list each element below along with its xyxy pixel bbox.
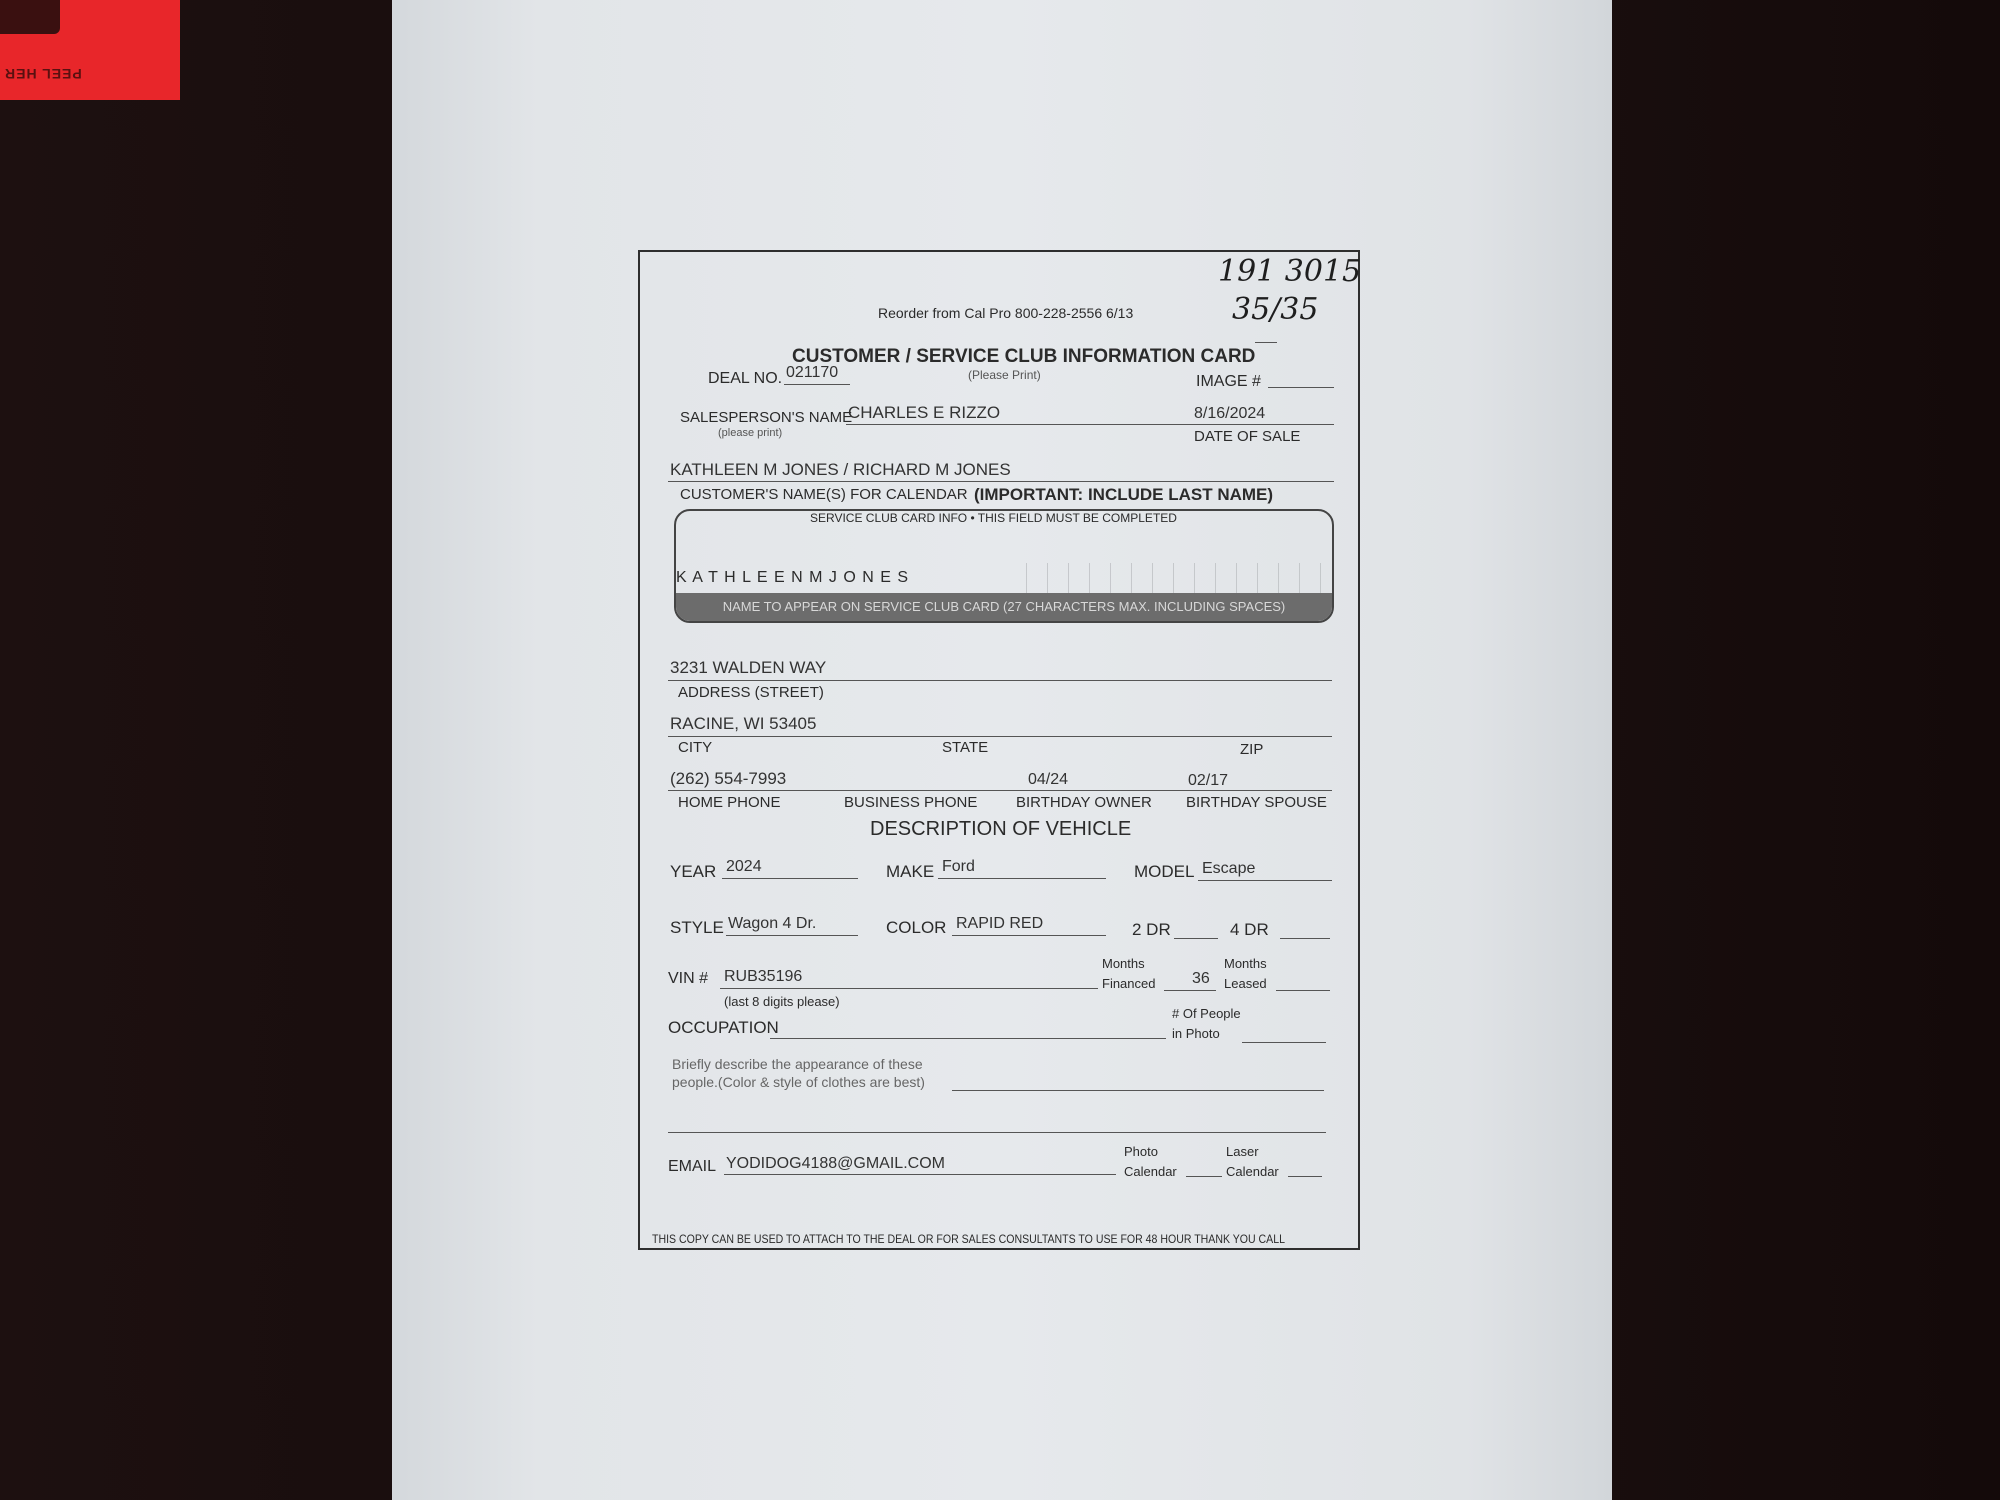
laser-calendar-label-1: Laser	[1226, 1144, 1259, 1159]
home-phone-label: HOME PHONE	[678, 794, 781, 811]
color-label: COLOR	[886, 918, 947, 937]
city-label: CITY	[678, 739, 713, 756]
photo-calendar-line	[1186, 1176, 1222, 1177]
months-financed-line	[1164, 990, 1216, 991]
service-club-box	[674, 509, 1334, 623]
style-value: Wagon 4 Dr.	[728, 915, 817, 932]
model-label: MODEL	[1134, 862, 1195, 881]
photo-calendar-label-2: Calendar	[1124, 1164, 1177, 1179]
style-label: STYLE	[670, 918, 724, 937]
people-in-photo-line	[1242, 1042, 1326, 1043]
describe-line-1	[952, 1090, 1324, 1091]
two-door-label: 2 DR	[1132, 920, 1171, 939]
salesperson-value: CHARLES E RIZZO	[848, 403, 1001, 422]
months-leased-label-1: Months	[1224, 956, 1267, 971]
months-leased-line	[1276, 990, 1330, 991]
color-value: RAPID RED	[956, 915, 1044, 932]
city-line	[668, 736, 1332, 737]
deal-no-value: 021170	[786, 364, 839, 381]
home-phone-value: (262) 554-7993	[670, 769, 787, 788]
email-line	[724, 1174, 1116, 1175]
salesperson-line	[846, 424, 1334, 425]
card-title: CUSTOMER / SERVICE CLUB INFORMATION CARD	[792, 346, 1256, 367]
deal-no-line	[784, 384, 850, 385]
people-in-photo-label-1: # Of People	[1172, 1006, 1241, 1021]
image-label: IMAGE #	[1196, 373, 1261, 390]
months-leased-label-2: Leased	[1224, 976, 1267, 991]
city-value: RACINE, WI 53405	[670, 714, 817, 733]
model-value: Escape	[1202, 860, 1256, 877]
laser-calendar-line	[1288, 1176, 1322, 1177]
birthday-owner-label: BIRTHDAY OWNER	[1016, 794, 1152, 811]
occupation-label: OCCUPATION	[668, 1018, 779, 1037]
year-value: 2024	[726, 858, 762, 875]
character-ticks	[1006, 563, 1328, 593]
street-line	[668, 680, 1332, 681]
email-label: EMAIL	[668, 1158, 717, 1175]
make-value: Ford	[942, 858, 975, 875]
laser-calendar-label-2: Calendar	[1226, 1164, 1279, 1179]
vehicle-header: DESCRIPTION OF VEHICLE	[870, 818, 1132, 840]
vin-label: VIN #	[668, 970, 709, 987]
handwritten-underline	[1255, 342, 1277, 343]
service-club-card-name: K A T H L E E N M J O N E S	[676, 569, 909, 586]
info-card	[638, 250, 1360, 1250]
birthday-spouse-label: BIRTHDAY SPOUSE	[1186, 794, 1327, 811]
months-financed-label-2: Financed	[1102, 976, 1156, 991]
image-line	[1268, 387, 1334, 388]
color-line	[952, 935, 1106, 936]
vin-line	[720, 988, 1098, 989]
vin-value: RUB35196	[724, 968, 803, 985]
people-in-photo-label-2: in Photo	[1172, 1026, 1220, 1041]
make-label: MAKE	[886, 862, 935, 881]
birthday-owner-value: 04/24	[1028, 771, 1069, 788]
year-label: YEAR	[670, 862, 717, 881]
make-line	[938, 878, 1106, 879]
tag-text: PEEL HER	[4, 66, 82, 82]
birthday-spouse-value: 02/17	[1188, 772, 1229, 789]
tag-dark-corner	[0, 0, 60, 34]
year-line	[722, 878, 858, 879]
important-note: (IMPORTANT: INCLUDE LAST NAME)	[974, 485, 1274, 504]
describe-line-2	[668, 1132, 1326, 1133]
customer-names-label: CUSTOMER'S NAME(S) FOR CALENDAR	[680, 486, 968, 503]
customer-names-value: KATHLEEN M JONES / RICHARD M JONES	[670, 460, 1011, 479]
occupation-line	[770, 1038, 1166, 1039]
handwritten-fraction: 35/35	[1232, 292, 1319, 327]
phones-line	[668, 790, 1332, 791]
street-value: 3231 WALDEN WAY	[670, 658, 827, 677]
customer-names-line	[668, 481, 1334, 482]
service-club-header: SERVICE CLUB CARD INFO • THIS FIELD MUST BE COMPLETED	[810, 511, 1177, 525]
months-financed-value: 36	[1192, 970, 1210, 987]
zip-label: ZIP	[1240, 741, 1264, 758]
salesperson-label: SALESPERSON'S NAME	[680, 409, 853, 426]
business-phone-label: BUSINESS PHONE	[844, 794, 978, 811]
state-label: STATE	[942, 739, 989, 756]
model-line	[1198, 880, 1332, 881]
describe-text-1: Briefly describe the appearance of these	[672, 1056, 923, 1072]
handwritten-number: 191 3015	[1218, 254, 1362, 289]
describe-text-2: people.(Color & style of clothes are best)	[672, 1074, 925, 1090]
date-of-sale-value: 8/16/2024	[1194, 405, 1266, 422]
four-door-label: 4 DR	[1230, 920, 1269, 939]
deal-no-label: DEAL NO.	[708, 370, 783, 387]
four-door-line	[1280, 938, 1330, 939]
vin-note: (last 8 digits please)	[724, 994, 840, 1009]
red-tag	[0, 0, 180, 100]
months-financed-label-1: Months	[1102, 956, 1145, 971]
two-door-line	[1174, 938, 1218, 939]
date-of-sale-label: DATE OF SALE	[1194, 428, 1301, 445]
street-label: ADDRESS (STREET)	[678, 684, 824, 701]
salesperson-sub: (please print)	[718, 427, 783, 439]
photo-calendar-label-1: Photo	[1124, 1144, 1158, 1159]
please-print: (Please Print)	[968, 368, 1041, 382]
reorder-text: Reorder from Cal Pro 800-228-2556 6/13	[878, 305, 1134, 321]
footer-note: THIS COPY CAN BE USED TO ATTACH TO THE DEAL OR FOR SALES CONSULTANTS TO USE FOR 48 HOUR THANK YOU CALL	[652, 1232, 1285, 1246]
card-name-note: NAME TO APPEAR ON SERVICE CLUB CARD (27 CHARACTERS MAX. INCLUDING SPACES)	[676, 593, 1332, 621]
email-value: YODIDOG4188@GMAIL.COM	[726, 1155, 945, 1172]
style-line	[726, 935, 858, 936]
